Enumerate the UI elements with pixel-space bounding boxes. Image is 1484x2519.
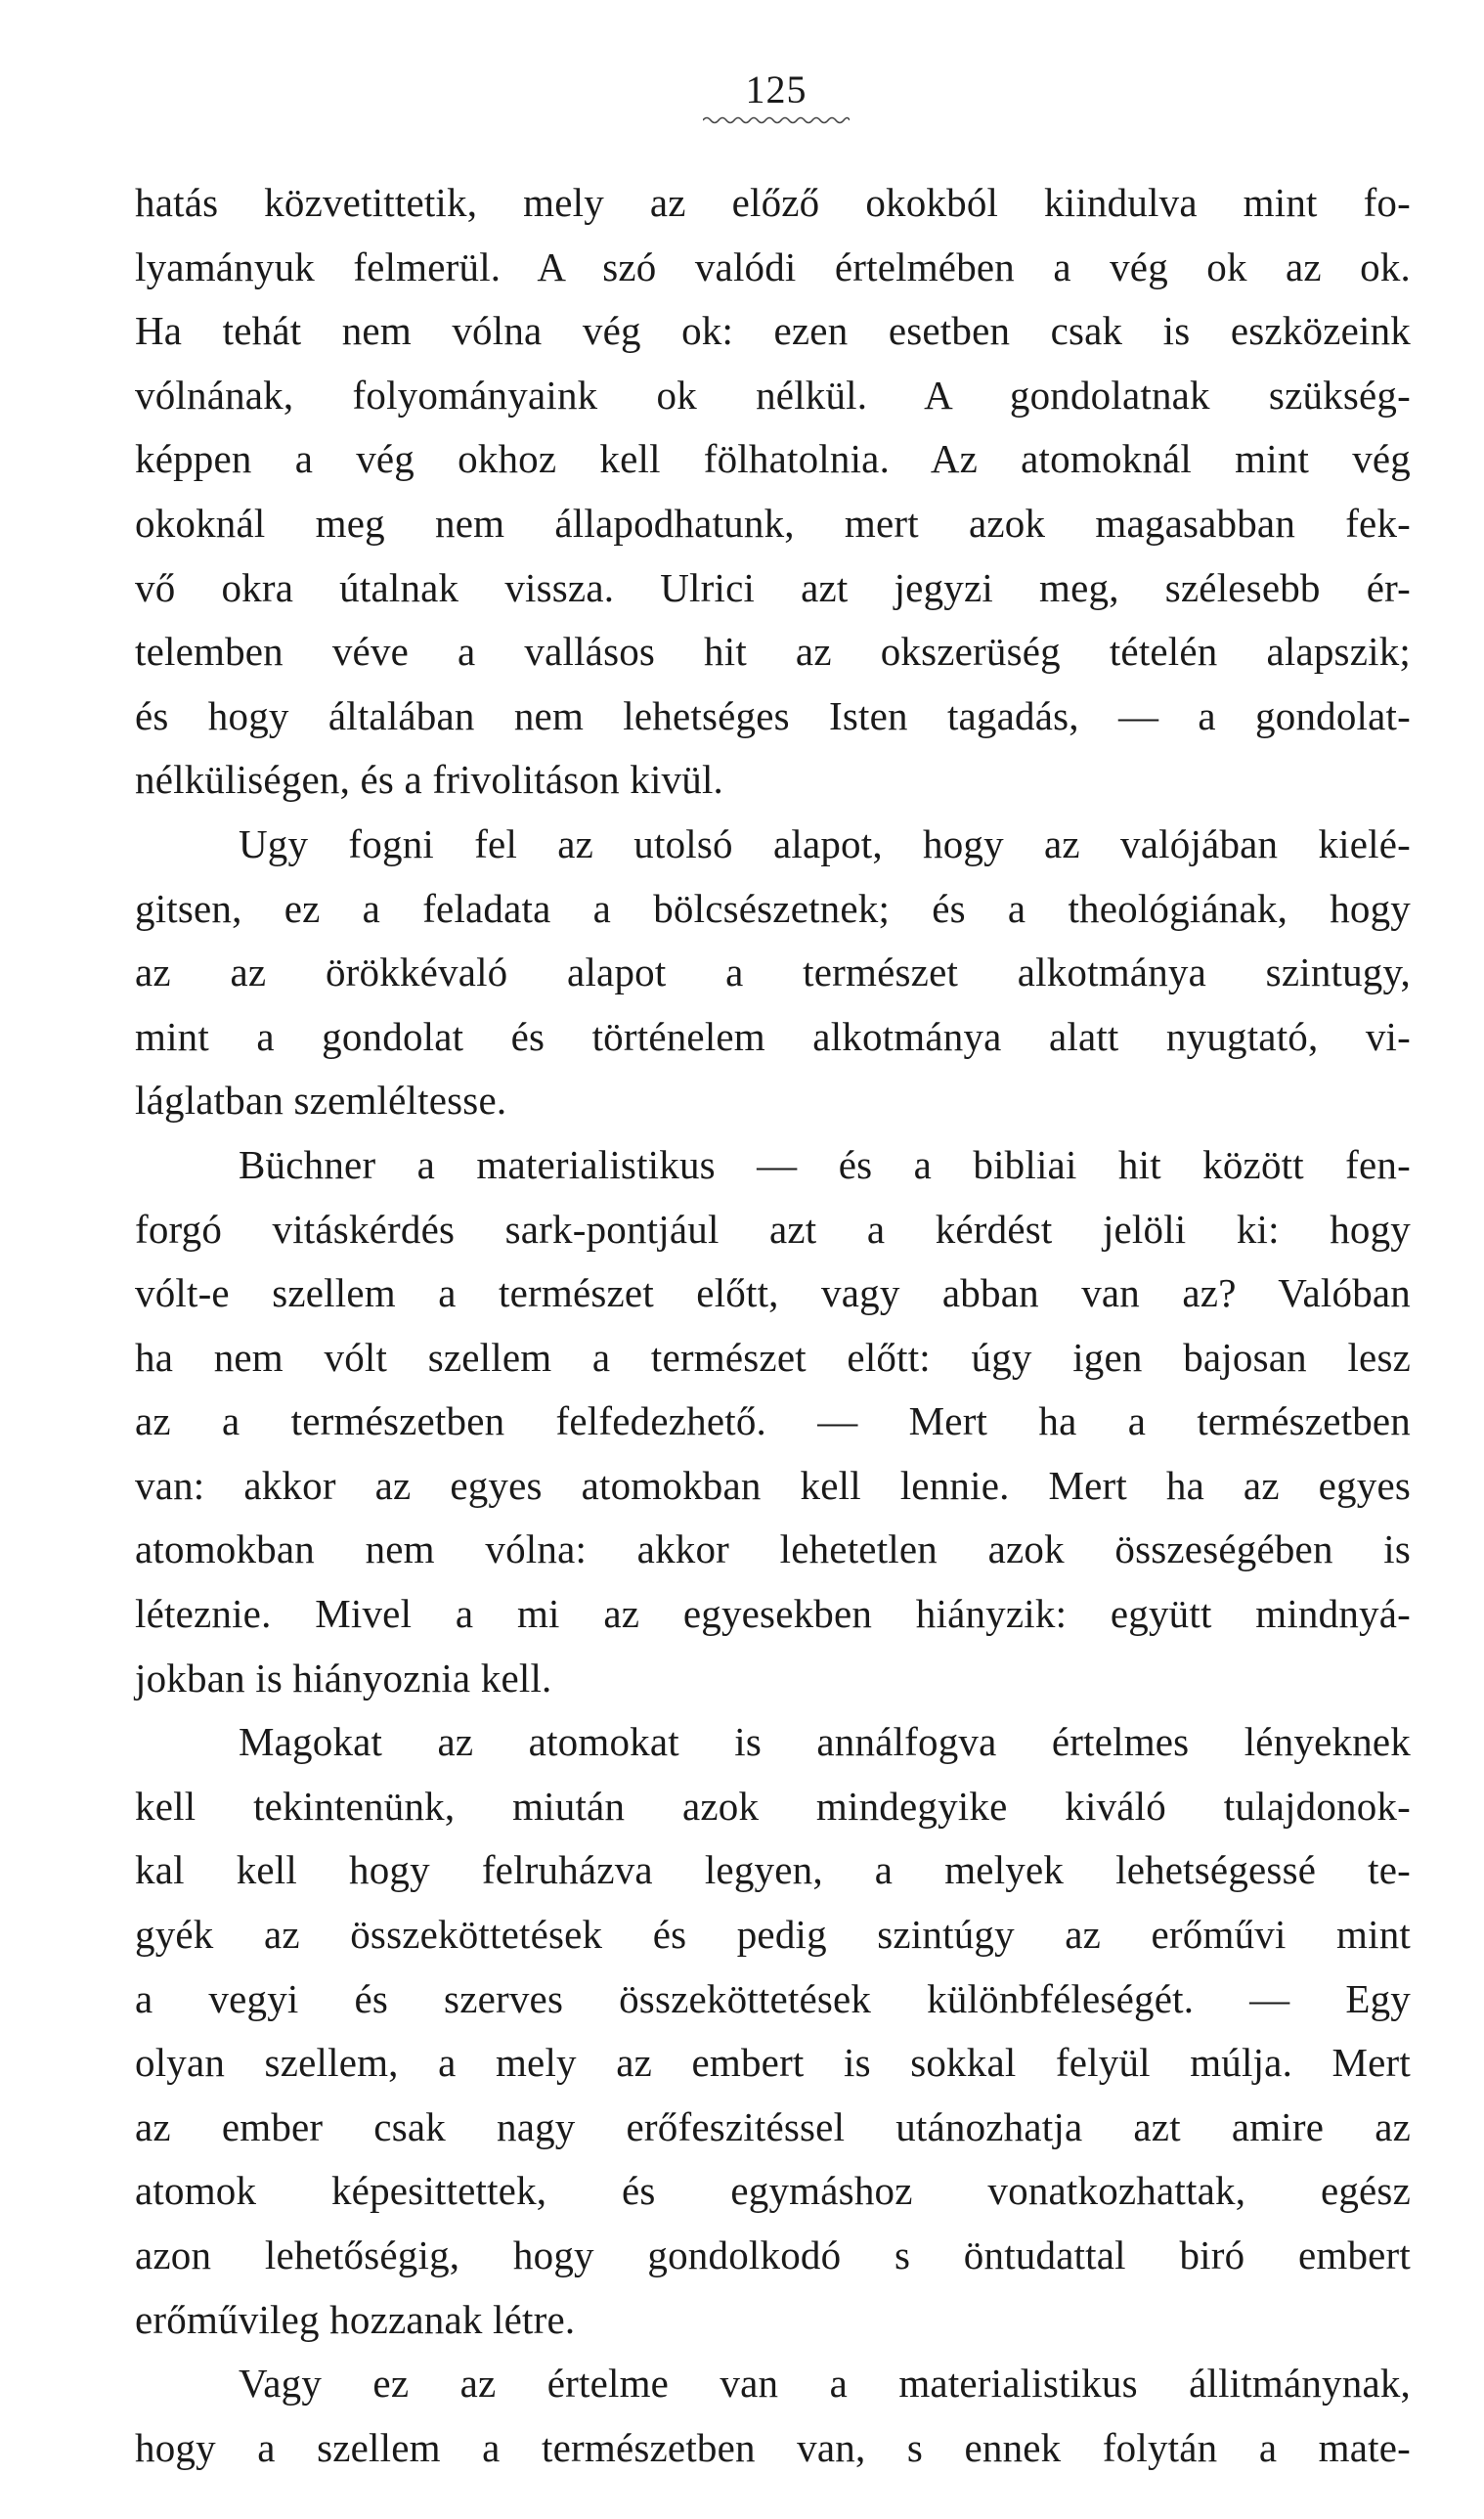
text-line: mint a gondolat és történelem alkotmánya alatt nyugtató, vi- <box>135 1013 1411 1059</box>
text-line: atomokban nem vólna: akkor lehetetlen azok összeségében is <box>135 1526 1411 1572</box>
text-line: Ha tehát nem vólna vég ok: ezen esetben csak is eszközeink <box>135 308 1411 354</box>
text-line: az ember csak nagy erőfeszitéssel utánozhatja azt amire az <box>135 2103 1411 2149</box>
text-line: forgó vitáskérdés sark-pontjául azt a kérdést jelöli ki: hogy <box>135 1206 1411 1252</box>
text-line: erőművileg hozzanak létre. <box>135 2296 576 2342</box>
text-line: léteznie. Mivel a mi az egyesekben hiányzik: együtt mindnyá- <box>135 1591 1411 1637</box>
text-line: hogy a szellem a természetben van, s ennek folytán a mate- <box>135 2424 1411 2470</box>
page-header <box>0 66 1484 125</box>
text-line: jokban is hiányoznia kell. <box>135 1655 552 1701</box>
text-line: az a természetben felfedezhető. — Mert ha a természetben <box>135 1398 1411 1444</box>
text-line: atomok képesittettek, és egymáshoz vonatkozhattak, egész <box>135 2168 1411 2214</box>
text-line: Magokat az atomokat is annálfogva értelmes lényeknek <box>239 1719 1411 1765</box>
text-line: vólt-e szellem a természet előtt, vagy abban van az? Valóban <box>135 1270 1411 1316</box>
text-line: gyék az összeköttetések és pedig szintúgy az erőművi mint <box>135 1912 1411 1958</box>
text-line: az az örökkévaló alapot a természet alkotmánya szintugy, <box>135 950 1411 995</box>
text-line: kal kell hogy felruházva legyen, a melyek lehetségessé te- <box>135 1847 1411 1893</box>
text-line: hatás közvetittetik, mely az előző okokból kiindulva mint fo- <box>135 180 1411 225</box>
page-number: 125 <box>745 67 807 111</box>
text-line: és hogy általában nem lehetséges Isten tagadás, — a gondolat- <box>135 692 1411 738</box>
text-line: gitsen, ez a feladata a bölcsészetnek; és a theológiának, hogy <box>135 885 1411 931</box>
text-line: telemben véve a vallásos hit az okszerüség tételén alapszik; <box>135 629 1411 675</box>
text-line: Vagy ez az értelme van a materialistikus állitmánynak, <box>239 2361 1411 2407</box>
text-line: a vegyi és szerves összeköttetések különbféleségét. — Egy <box>135 1975 1411 2021</box>
text-line: nélküliségen, és a frivolitáson kivül. <box>135 757 723 803</box>
text-line: láglatban szemléltesse. <box>135 1078 507 1124</box>
text-line: képpen a vég okhoz kell fölhatolnia. Az atomoknál mint vég <box>135 436 1411 482</box>
text-line: ha nem vólt szellem a természet előtt: úgy igen bajosan lesz <box>135 1334 1411 1380</box>
decorative-wavy-rule <box>703 115 850 125</box>
text-line: azon lehetőségig, hogy gondolkodó s öntudattal biró embert <box>135 2232 1411 2277</box>
text-line: okoknál meg nem állapodhatunk, mert azok magasabban fek- <box>135 500 1411 546</box>
text-line: vő okra útalnak vissza. Ulrici azt jegyzi meg, szélesebb ér- <box>135 564 1411 610</box>
text-line: Ugy fogni fel az utolsó alapot, hogy az valójában kielé- <box>239 820 1411 866</box>
body-text <box>135 171 1411 2480</box>
text-line: kell tekintenünk, miután azok mindegyike kiváló tulajdonok- <box>135 1783 1411 1829</box>
text-line: van: akkor az egyes atomokban kell lennie. Mert ha az egyes <box>135 1462 1411 1508</box>
text-line: lyamányuk felmerül. A szó valódi értelmében a vég ok az ok. <box>135 243 1411 289</box>
text-line: olyan szellem, a mely az embert is sokkal felyül múlja. Mert <box>135 2040 1411 2086</box>
text-line: Büchner a materialistikus — és a bibliai hit között fen- <box>239 1141 1411 1187</box>
text-line: vólnának, folyományaink ok nélkül. A gondolatnak szükség- <box>135 372 1411 418</box>
